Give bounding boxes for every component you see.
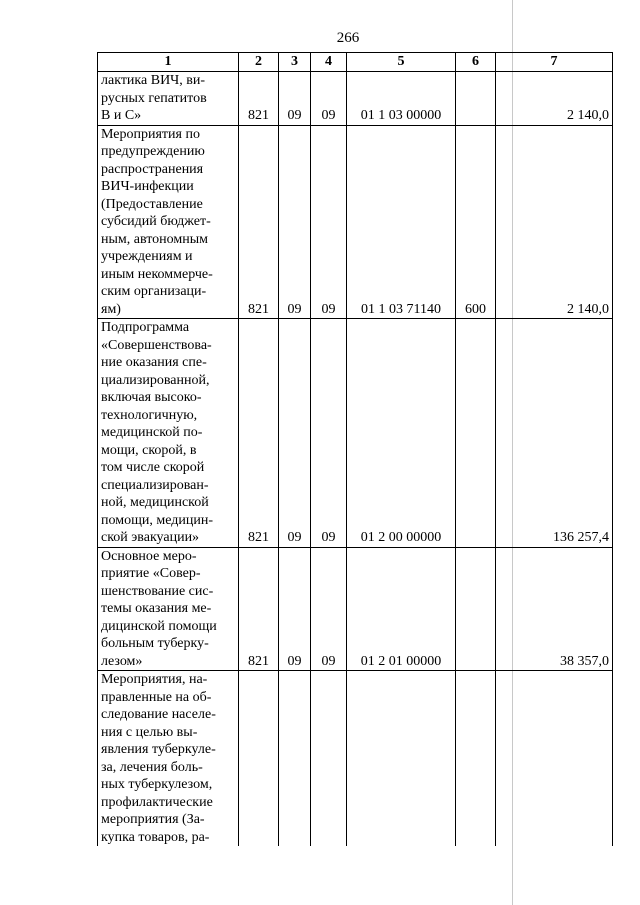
- amount-cell: 2 140,0: [496, 125, 613, 319]
- item-name-cell: [98, 72, 239, 126]
- ministry-code-cell: [239, 671, 279, 847]
- item-name-line: «Совершенствова-: [101, 337, 212, 353]
- item-name-line: помощи, медицин-: [101, 512, 213, 528]
- item-name-line: ных туберкулезом,: [101, 777, 213, 792]
- item-name-line: мероприятия (За-: [101, 812, 205, 827]
- header-col-3: 3: [279, 53, 311, 72]
- subsection-code-cell: 09: [311, 319, 347, 548]
- table-row: [98, 671, 613, 847]
- expense-type-cell: [456, 671, 496, 847]
- item-name-cell: [98, 671, 239, 847]
- section-code-cell: [279, 671, 311, 847]
- item-name-line: циализированной,: [101, 372, 210, 388]
- item-name-line: лактика ВИЧ, ви-: [101, 73, 206, 88]
- target-article-cell: [347, 671, 456, 847]
- item-name-line: субсидий бюджет-: [101, 214, 211, 229]
- item-name-line: том числе скорой: [101, 460, 205, 475]
- target-article-cell: 01 2 01 00000: [347, 547, 456, 671]
- item-name-line: приятие «Совер-: [101, 566, 201, 581]
- table-row: [98, 125, 613, 319]
- item-name-line: русных гепатитов: [101, 90, 207, 106]
- item-name-line: шенствование сис-: [101, 583, 214, 599]
- page-number: 266: [336, 30, 360, 46]
- item-name-line: Мероприятия по: [101, 126, 200, 142]
- item-name-line: Мероприятия, на-: [101, 672, 208, 687]
- item-name-line: лезом»: [101, 653, 143, 669]
- subsection-code-cell: 09: [311, 72, 347, 126]
- header-col-1: 1: [98, 53, 239, 72]
- item-name-line: ние оказания спе-: [101, 355, 207, 370]
- item-name-line: темы оказания ме-: [101, 601, 212, 616]
- item-name-line: правленные на об-: [101, 689, 212, 705]
- subsection-code-cell: 09: [311, 125, 347, 319]
- item-name-line: явления туберкуле-: [101, 742, 216, 757]
- item-name-line: больным туберку-: [101, 636, 209, 651]
- item-name-line: (Предоставление: [101, 196, 203, 212]
- item-name-line: включая высоко-: [101, 390, 202, 405]
- item-name-line: специализирован-: [101, 477, 209, 493]
- expense-type-cell: 600: [456, 125, 496, 319]
- section-code-cell: 09: [279, 125, 311, 319]
- item-name-line: ния с целью вы-: [101, 724, 198, 740]
- header-col-7: 7: [496, 53, 613, 72]
- expense-type-cell: [456, 319, 496, 548]
- item-name-line: мощи, скорой, в: [101, 442, 197, 458]
- ministry-code-cell: 821: [239, 72, 279, 126]
- item-name-line: ВИЧ-инфекции: [101, 179, 194, 194]
- item-name-line: ям): [101, 301, 121, 317]
- section-code-cell: 09: [279, 547, 311, 671]
- expense-type-cell: [456, 72, 496, 126]
- target-article-cell: 01 1 03 00000: [347, 72, 456, 126]
- item-name-cell: [98, 125, 239, 319]
- item-name-line: за, лечения боль-: [101, 759, 203, 775]
- item-name-line: предупреждению: [101, 144, 205, 159]
- item-name-line: ской эвакуации»: [101, 530, 200, 545]
- table-row: [98, 319, 613, 548]
- table-header-row: [98, 53, 613, 72]
- ministry-code-cell: 821: [239, 125, 279, 319]
- item-name-line: учреждениям и: [101, 249, 193, 264]
- subsection-code-cell: [311, 671, 347, 847]
- item-name-line: купка товаров, ра-: [101, 829, 210, 845]
- item-name-line: Подпрограмма: [101, 320, 190, 335]
- header-col-4: 4: [311, 53, 347, 72]
- amount-cell: 38 357,0: [496, 547, 613, 671]
- amount-cell: 2 140,0: [496, 72, 613, 126]
- item-name-line: дицинской помощи: [101, 618, 217, 634]
- item-name-line: медицинской по-: [101, 425, 203, 440]
- amount-cell: 136 257,4: [496, 319, 613, 548]
- ministry-code-cell: 821: [239, 547, 279, 671]
- budget-table: [97, 52, 613, 846]
- item-name-line: профилактические: [101, 794, 213, 810]
- subsection-code-cell: 09: [311, 547, 347, 671]
- header-col-5: 5: [347, 53, 456, 72]
- target-article-cell: 01 1 03 71140: [347, 125, 456, 319]
- item-name-line: ским организаци-: [101, 284, 207, 299]
- item-name-cell: [98, 547, 239, 671]
- amount-cell: [496, 671, 613, 847]
- table-row: [98, 72, 613, 126]
- item-name-line: следование населе-: [101, 707, 216, 722]
- item-name-line: иным некоммерче-: [101, 266, 213, 282]
- item-name-line: Основное меро-: [101, 548, 197, 564]
- item-name-line: ным, автономным: [101, 231, 209, 247]
- ministry-code-cell: 821: [239, 319, 279, 548]
- header-col-2: 2: [239, 53, 279, 72]
- item-name-line: ной, медицинской: [101, 495, 209, 510]
- expense-type-cell: [456, 547, 496, 671]
- item-name-line: распространения: [101, 161, 204, 177]
- target-article-cell: 01 2 00 00000: [347, 319, 456, 548]
- section-code-cell: 09: [279, 319, 311, 548]
- header-col-6: 6: [456, 53, 496, 72]
- item-name-cell: [98, 319, 239, 548]
- section-code-cell: 09: [279, 72, 311, 126]
- item-name-line: технологичную,: [101, 407, 198, 423]
- table-row: [98, 547, 613, 671]
- item-name-line: В и С»: [101, 108, 142, 123]
